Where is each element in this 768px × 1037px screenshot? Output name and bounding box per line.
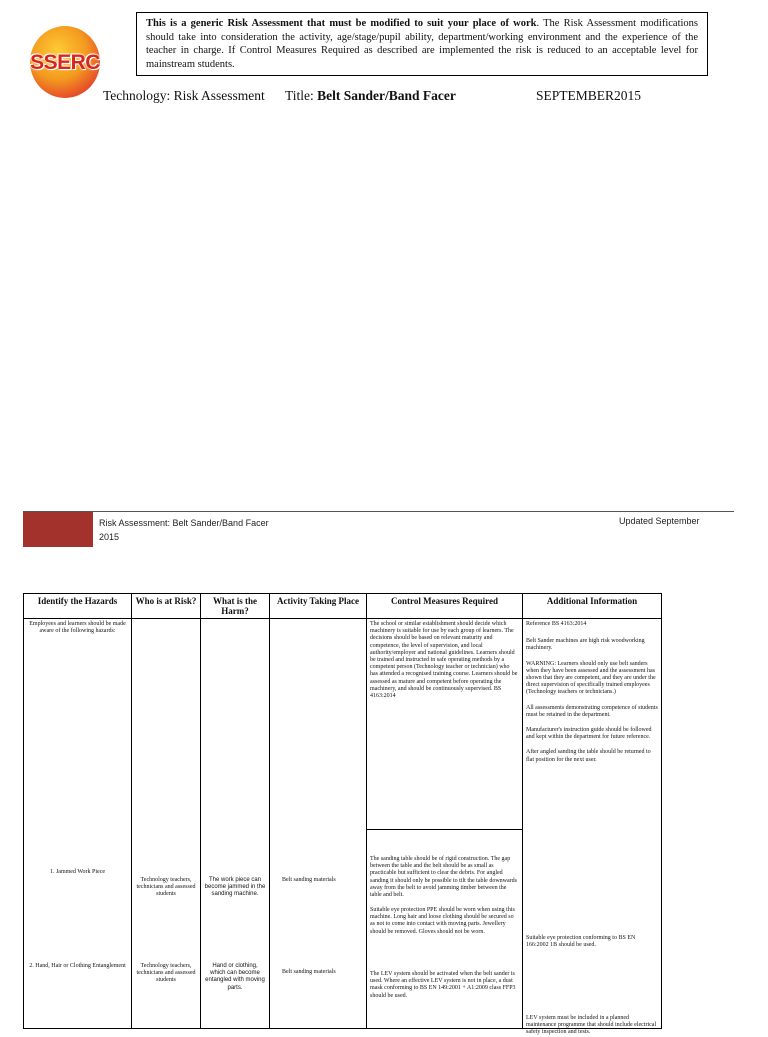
info-item: Reference BS 4163:2014 [526,621,587,627]
hazards-intro: Employees and learners should be made aware of the following hazards: [29,621,126,635]
control-2: Suitable eye protection PPE should be worn when using this machine. Long hair and loose clothing should be secured so as not to come into contact with moving parts. Jewellery should be removed. Gloves should not be worn. [370,907,515,935]
header-info: Additional Information [523,594,662,619]
footer-color-block [23,512,93,547]
info-item: Suitable eye protection conforming to BS EN 166:2002 1B should be used. [526,935,636,949]
title-field [285,88,456,104]
notice-bold-text: This is a generic Risk Assessment that must be modified to suit your place of work [146,18,537,29]
hazard-2: 2. Hand, Hair or Clothing Entanglement [29,963,126,969]
hazards-cell [24,619,132,1029]
info-item: After angled sanding the table should be returned to flat position for the next user. [526,749,651,763]
activity-2: Belt sanding materials [282,969,336,975]
header-activity: Activity Taking Place [270,594,367,619]
control-intro: The school or similar establishment should decide which machinery is suitable for use by each group of learners. The decisions should be based on relevant maturity and competence, the level of supervision, and local authority/employer and national guidelines. Learners should be trained and instructed in safe operating methods by a competent person (Technology teacher or technician) who has attended a recognised training course. Learners should be assessed as mature and competent before operating the machinery, and should be continuously supervised. BS 4163:2014 [370,621,518,700]
table-row [24,619,662,1029]
info-item: WARNING: Learners should only use belt sanders when they have been assessed and the assessment has shown that they are competent, and they are under the direct supervision of specifically trained employees (Technology teachers or technicians.) [526,660,656,696]
footer-left [99,516,269,544]
risk-table [23,593,662,1036]
control-3: The LEV system should be activated when the belt sander is used. Where an effective LEV system is not in place, a dust mask conforming to BS EN 149:2001 + A1:2009 class FFP3 should be used. [370,971,516,999]
header-hazards: Identify the Hazards [24,594,132,619]
who-2: Technology teachers, technicians and assessed students [136,963,196,984]
footer-rule [23,511,734,512]
notice-text: . The Risk Assessment modifications should take into consideration the activity, age/stage/pupil ability, department/working environment and the experience of the teacher in charge. If Control Measures Required as described are implemented the risk is reduced to an acceptable level for mainstream students. [146,18,698,70]
who-cell [132,619,201,1029]
activity-cell [270,619,367,1029]
subject-label: Technology: Risk Assessment [103,88,265,103]
table-header-row [24,594,662,619]
hazard-1: 1. Jammed Work Piece [49,869,106,875]
generic-risk-notice [136,12,708,76]
document-date: SEPTEMBER2015 [536,88,642,103]
info-item: All assessments demonstrating competence of students must be retained in the department. [526,704,658,718]
sserc-logo [30,26,100,98]
title-label: Title: [285,88,318,103]
footer-updated: Updated September [619,516,700,526]
info-item: LEV system must be included in a planned maintenance programme that should include electrical safety inspection and tests. [526,1015,657,1036]
info-item: Manufacturer's instruction guide should be followed and kept within the department for future reference. [526,727,652,741]
harm-1: The work piece can become jammed in the sanding machine. [204,877,266,898]
harm-2: Hand or clothing, which can become entangled with moving parts. [205,963,265,991]
header-who: Who is at Risk? [132,594,201,619]
control-cell [367,619,523,1029]
header-harm: What is the Harm? [201,594,270,619]
info-cell [523,619,662,1036]
control-1: The sanding table should be of rigid construction. The gap between the table and the belt should be as small as practicable but sufficient to clear the debris. For angled sanding it should only be possible to tilt the table downwards away from the belt to avoid jamming timber between the table and belt. [370,856,517,899]
harm-cell [201,619,270,1029]
header-control: Control Measures Required [367,594,523,619]
info-item: Belt Sander machines are high risk woodworking machinery. [526,638,645,652]
logo-text: SSERC [30,51,100,74]
activity-1: Belt sanding materials [282,877,336,883]
footer-year: 2015 [99,532,120,542]
footer-title: Risk Assessment: Belt Sander/Band Facer [99,518,269,528]
title-value: Belt Sander/Band Facer [317,88,456,103]
who-1: Technology teachers, technicians and assessed students [136,877,196,898]
